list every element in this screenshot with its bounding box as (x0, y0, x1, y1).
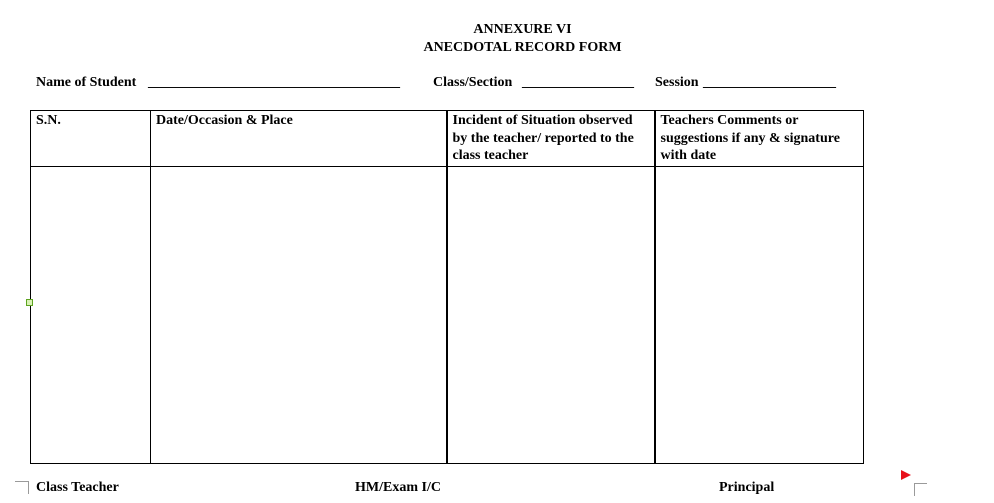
student-name-field[interactable]: ____________________________________ (148, 75, 400, 90)
class-teacher-signature-label: Class Teacher (36, 480, 119, 495)
form-title: ANECDOTAL RECORD FORM (423, 40, 622, 55)
principal-signature-label: Principal (719, 480, 775, 495)
cell-teacher-comments[interactable] (655, 166, 864, 463)
column-header-date-occasion-place: Date/Occasion & Place (151, 111, 447, 167)
column-header-incident: Incident of Situation observed by the teacher/ reported to the class teacher (447, 111, 655, 167)
table-resize-handle[interactable] (26, 299, 33, 306)
table-row (31, 166, 864, 463)
session-label: Session (655, 75, 699, 90)
cell-incident[interactable] (447, 166, 655, 463)
anecdotal-record-table (30, 110, 864, 464)
red-arrow-marker-icon (901, 470, 911, 480)
annexure-heading: ANNEXURE VI (473, 22, 572, 37)
cell-sn[interactable] (31, 166, 151, 463)
column-header-teacher-comments: Teachers Comments or suggestions if any & signature with date (655, 111, 864, 167)
page-corner-mark-left (15, 481, 29, 494)
class-section-label: Class/Section (433, 75, 513, 90)
student-name-label: Name of Student (36, 75, 137, 90)
session-field[interactable]: ___________________ (703, 75, 836, 90)
column-header-sn: S.N. (31, 111, 151, 167)
hm-exam-signature-label: HM/Exam I/C (355, 480, 441, 495)
page-corner-mark-right (914, 483, 927, 496)
class-section-field[interactable]: ________________ (522, 75, 634, 90)
table-header-row (31, 111, 864, 167)
cell-date-occasion-place[interactable] (151, 166, 447, 463)
